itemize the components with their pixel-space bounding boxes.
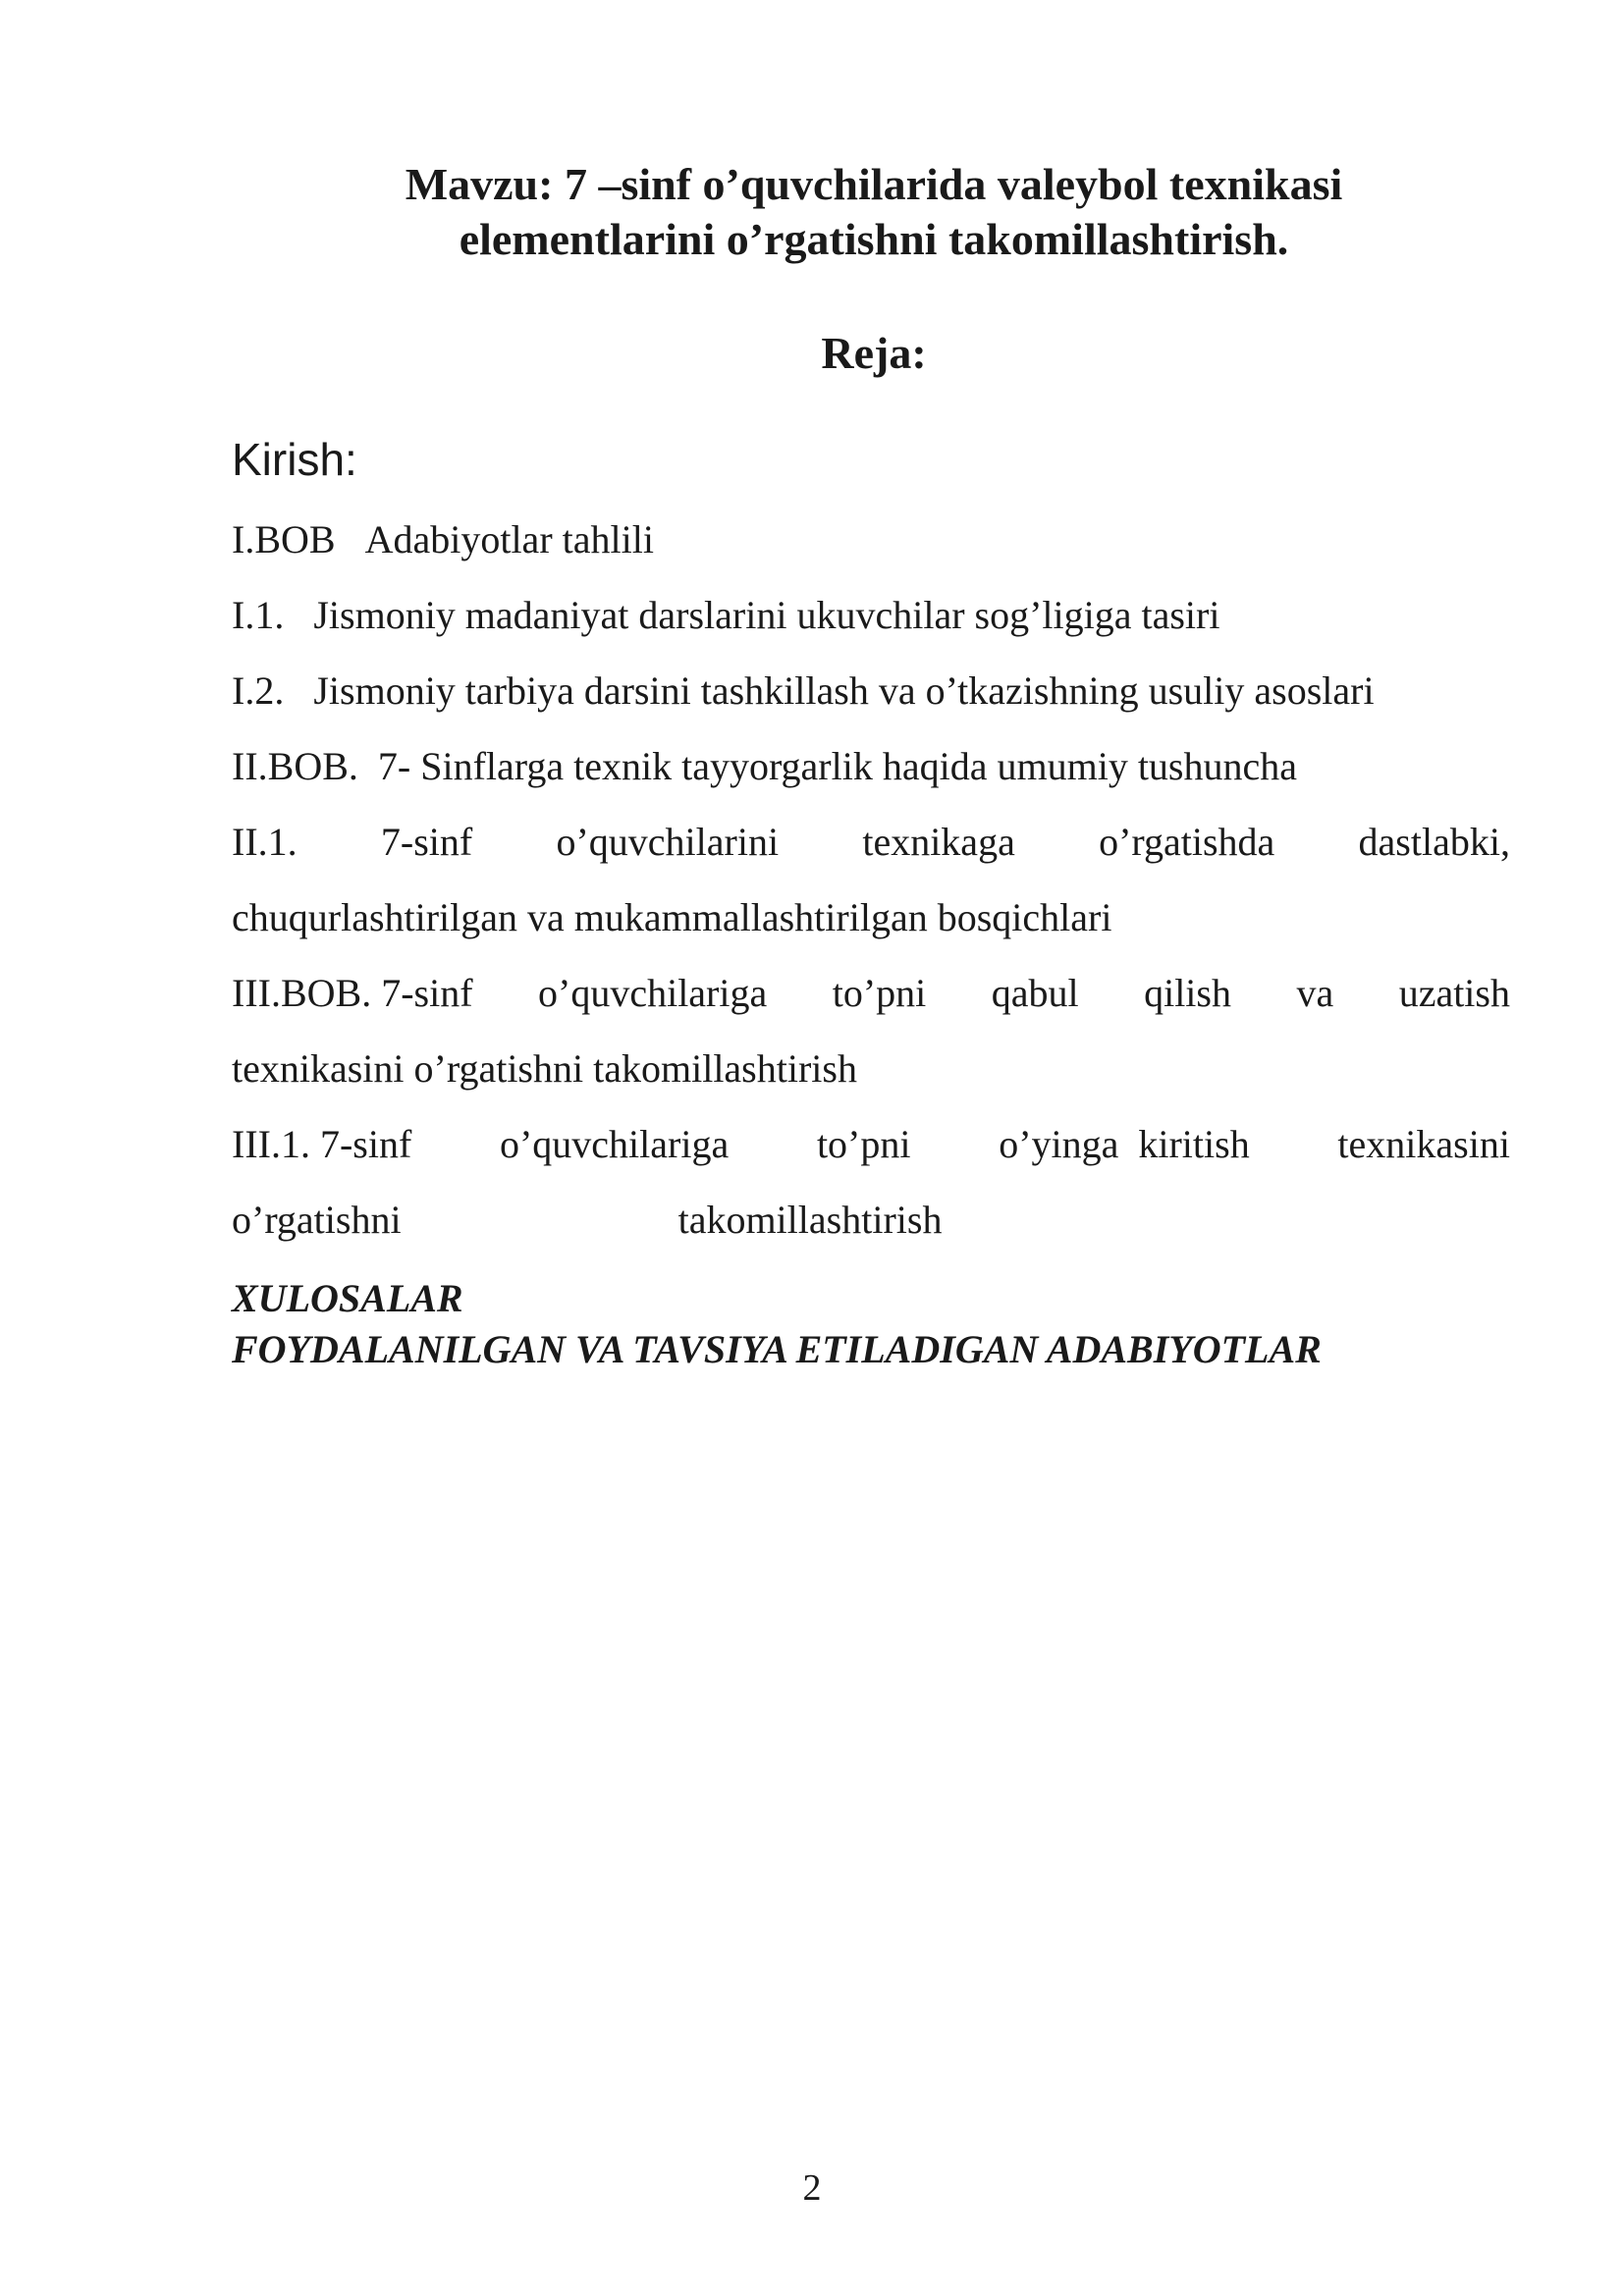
toc-word: o’rgatishni (232, 1198, 402, 1242)
toc-section-2-1-line-2: chuqurlashtirilgan va mukammallashtirilgan bosqichlari (232, 895, 1112, 939)
toc-chapter-1 (232, 516, 1510, 563)
toc-chapter-2-title: 7- Sinflarga texnik tayyorgarlik haqida umumiy tushuncha (377, 744, 1298, 788)
toc-section-2-1-line-1 (232, 819, 1510, 866)
toc-chapter-3-line-2: texnikasini o’rgatishni takomillashtirish (232, 1046, 857, 1091)
toc-word: III.1. 7-sinf (232, 1122, 412, 1166)
toc-word: II.1. (232, 820, 298, 864)
toc-word: to’pni (816, 1122, 911, 1166)
toc-section-1-1-number: I.1. (232, 593, 285, 637)
toc-word: takomillashtirish (677, 1198, 943, 1242)
toc-word: texnikasini (1337, 1122, 1510, 1166)
toc-word: qabul (991, 971, 1079, 1015)
toc-word: o’quvchilariga (499, 1122, 730, 1166)
toc-word: qilish (1144, 971, 1231, 1015)
toc-word: to’pni (832, 971, 927, 1015)
toc-section-1-2 (232, 667, 1510, 715)
toc-word: 7-sinf (380, 820, 473, 864)
toc-word: dastlabki, (1358, 820, 1510, 864)
page-number: 2 (802, 2167, 822, 2209)
toc-word: III.BOB. 7-sinf (232, 971, 473, 1015)
toc-word: o’quvchilariga (538, 971, 768, 1015)
toc-word: uzatish (1398, 971, 1510, 1015)
plan-heading: Reja: (821, 328, 927, 378)
toc-word: va (1296, 971, 1334, 1015)
toc-section-1-1 (232, 592, 1510, 639)
toc-chapter-1-number: I.BOB (232, 517, 336, 561)
toc-section-1-2-number: I.2. (232, 668, 285, 713)
toc-word: o’quvchilarini (556, 820, 780, 864)
toc-chapter-2-number: II.BOB. (232, 744, 358, 788)
intro-heading: Kirish: (232, 434, 357, 485)
toc-chapter-3-line-1 (232, 970, 1510, 1017)
toc-word: texnikaga (862, 820, 1015, 864)
toc-section-1-2-title: Jismoniy tarbiya darsini tashkillash va o’tkazishning usuliy asoslari (313, 668, 1375, 713)
toc-chapter-1-title: Adabiyotlar tahlili (364, 517, 654, 561)
document-title-line-1: Mavzu: 7 –sinf o’quvchilarida valeybol texnikasi (405, 159, 1343, 209)
toc-chapter-2 (232, 743, 1510, 790)
toc-section-3-1-line-1 (232, 1121, 1510, 1168)
toc-word: o’yinga kiritish (999, 1122, 1250, 1166)
document-title-line-2: elementlarini o’rgatishni takomillashtirish. (459, 214, 1289, 264)
toc-word: o’rgatishda (1099, 820, 1275, 864)
toc-section-3-1-line-2 (232, 1197, 1510, 1244)
toc-section-1-1-title: Jismoniy madaniyat darslarini ukuvchilar sog’ligiga tasiri (313, 593, 1220, 637)
references-heading: FOYDALANILGAN VA TAVSIYA ETILADIGAN ADABIYOTLAR (232, 1327, 1322, 1371)
conclusions-heading: XULOSALAR (232, 1276, 463, 1320)
